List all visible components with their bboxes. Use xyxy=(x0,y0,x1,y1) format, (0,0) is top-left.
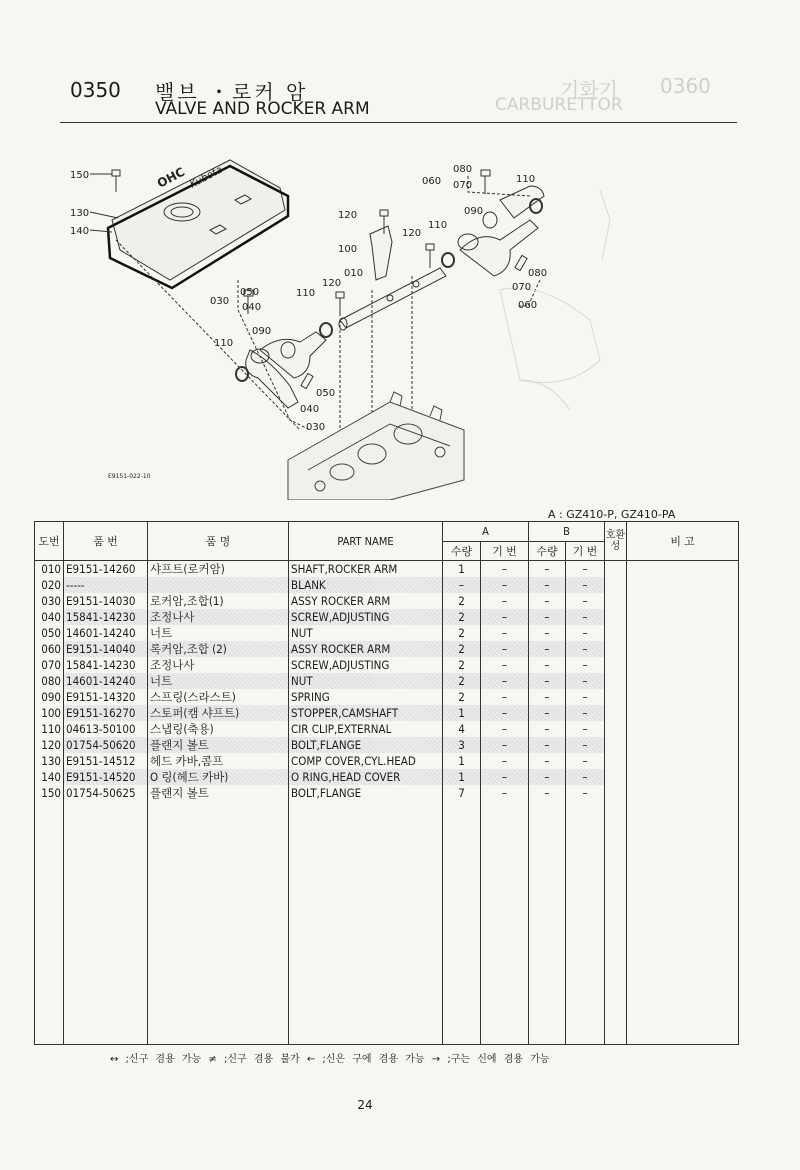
table-row xyxy=(35,561,739,578)
cell-name-en: SCREW,ADJUSTING xyxy=(289,657,443,673)
cell-empty xyxy=(566,801,605,1045)
cell-empty xyxy=(481,801,529,1045)
cell-base-b: – xyxy=(566,673,605,689)
cell-qty-b: – xyxy=(529,609,566,625)
cell-qty-b: – xyxy=(529,673,566,689)
cell-qty-b: – xyxy=(529,769,566,785)
callout: 100 xyxy=(338,244,358,255)
callout: 110 xyxy=(296,288,316,299)
cell-interchange xyxy=(605,705,627,721)
cell-qty-b: – xyxy=(529,705,566,721)
col-group-b: B xyxy=(529,522,605,542)
cell-qty-b: – xyxy=(529,593,566,609)
cell-ref: 100 xyxy=(35,705,64,721)
cell-base-b: – xyxy=(566,641,605,657)
cell-ref: 150 xyxy=(35,785,64,801)
drawing-code: E9151-022-10 xyxy=(108,473,151,480)
cell-base-a: – xyxy=(481,673,529,689)
cell-name-en: COMP COVER,CYL.HEAD xyxy=(289,753,443,769)
cover-marking: OHC xyxy=(154,164,188,191)
head-cover-drawing xyxy=(108,160,288,288)
cell-base-b: – xyxy=(566,561,605,578)
callout: 140 xyxy=(70,226,90,237)
cell-part-no: 14601-14240 xyxy=(64,673,148,689)
cell-base-b: – xyxy=(566,737,605,753)
cell-part-no: 15841-14230 xyxy=(64,657,148,673)
model-note: A : GZ410-P, GZ410-PA xyxy=(548,508,676,521)
table-filler-row xyxy=(35,801,739,1045)
cell-interchange xyxy=(605,609,627,625)
cell-name-en: SCREW,ADJUSTING xyxy=(289,609,443,625)
col-qty-b: 수량 xyxy=(529,542,566,561)
exploded-parts-diagram xyxy=(60,130,620,500)
cell-remarks xyxy=(627,721,739,737)
cell-base-b: – xyxy=(566,609,605,625)
callout: 030 xyxy=(306,422,326,433)
cell-name-en: ASSY ROCKER ARM xyxy=(289,641,443,657)
cell-qty-a: 2 xyxy=(443,689,481,705)
table-row xyxy=(35,673,739,689)
cell-base-b: – xyxy=(566,577,605,593)
cell-base-b: – xyxy=(566,593,605,609)
cell-base-a: – xyxy=(481,689,529,705)
cell-interchange xyxy=(605,689,627,705)
cell-name-ko: 스냅링(축용) xyxy=(148,721,289,737)
cell-empty xyxy=(35,801,64,1045)
col-ref: 도번 xyxy=(35,522,64,561)
cell-remarks xyxy=(627,753,739,769)
cell-base-a: – xyxy=(481,641,529,657)
cell-qty-a: 1 xyxy=(443,561,481,578)
cell-base-b: – xyxy=(566,689,605,705)
ghost-code: 0360 xyxy=(660,74,711,98)
cell-name-ko: 록커암,조합 (2) xyxy=(148,641,289,657)
cell-qty-b: – xyxy=(529,657,566,673)
cell-ref: 070 xyxy=(35,657,64,673)
ghost-title-en: CARBURETTOR xyxy=(495,95,623,115)
cell-name-ko xyxy=(148,577,289,593)
callout: 110 xyxy=(516,174,536,185)
cell-qty-b: – xyxy=(529,737,566,753)
callout: 120 xyxy=(338,210,358,221)
cell-qty-a: 3 xyxy=(443,737,481,753)
table-row xyxy=(35,737,739,753)
cell-base-a: – xyxy=(481,609,529,625)
cell-remarks xyxy=(627,657,739,673)
cell-qty-a: 2 xyxy=(443,657,481,673)
cell-empty xyxy=(443,801,481,1045)
cell-part-no: E9151-14512 xyxy=(64,753,148,769)
cell-base-a: – xyxy=(481,657,529,673)
callout: 040 xyxy=(300,404,320,415)
callout: 050 xyxy=(316,388,336,399)
cell-base-b: – xyxy=(566,657,605,673)
callout: 070 xyxy=(512,282,532,293)
cell-interchange xyxy=(605,737,627,753)
cell-remarks xyxy=(627,689,739,705)
callout: 080 xyxy=(453,164,473,175)
cell-remarks xyxy=(627,593,739,609)
cell-remarks xyxy=(627,705,739,721)
callout: 150 xyxy=(70,170,90,181)
cell-base-b: – xyxy=(566,625,605,641)
cell-part-no: E9151-14030 xyxy=(64,593,148,609)
cell-remarks xyxy=(627,577,739,593)
table-row xyxy=(35,705,739,721)
cell-qty-a: 7 xyxy=(443,785,481,801)
cell-qty-a: 2 xyxy=(443,609,481,625)
table-row xyxy=(35,641,739,657)
cell-name-en: CIR CLIP,EXTERNAL xyxy=(289,721,443,737)
cell-ref: 030 xyxy=(35,593,64,609)
cell-base-a: – xyxy=(481,593,529,609)
callout: 060 xyxy=(518,300,538,311)
cell-part-no: E9151-14040 xyxy=(64,641,148,657)
col-name-ko: 품 명 xyxy=(148,522,289,561)
cell-remarks xyxy=(627,625,739,641)
cell-base-a: – xyxy=(481,721,529,737)
cell-interchange xyxy=(605,721,627,737)
callout: 040 xyxy=(242,302,262,313)
cell-remarks xyxy=(627,785,739,801)
cell-base-b: – xyxy=(566,721,605,737)
cell-part-no: E9151-14320 xyxy=(64,689,148,705)
cell-qty-a: 1 xyxy=(443,705,481,721)
cell-interchange xyxy=(605,769,627,785)
cell-remarks xyxy=(627,769,739,785)
cell-name-en: O RING,HEAD COVER xyxy=(289,769,443,785)
cell-qty-b: – xyxy=(529,753,566,769)
table-row xyxy=(35,625,739,641)
cell-ref: 020 xyxy=(35,577,64,593)
cell-empty xyxy=(529,801,566,1045)
cell-name-en: BLANK xyxy=(289,577,443,593)
cell-empty xyxy=(605,801,627,1045)
cell-base-a: – xyxy=(481,737,529,753)
cell-part-no: 04613-50100 xyxy=(64,721,148,737)
cell-empty xyxy=(627,801,739,1045)
cell-qty-a: – xyxy=(443,577,481,593)
cell-name-ko: 너트 xyxy=(148,625,289,641)
cell-ref: 050 xyxy=(35,625,64,641)
cell-qty-b: – xyxy=(529,577,566,593)
cell-ref: 060 xyxy=(35,641,64,657)
cell-base-a: – xyxy=(481,577,529,593)
col-part-no: 품 번 xyxy=(64,522,148,561)
cell-qty-b: – xyxy=(529,625,566,641)
cell-name-en: NUT xyxy=(289,673,443,689)
cell-qty-a: 1 xyxy=(443,769,481,785)
cell-qty-b: – xyxy=(529,561,566,578)
cell-remarks xyxy=(627,673,739,689)
cell-base-a: – xyxy=(481,561,529,578)
cell-base-b: – xyxy=(566,705,605,721)
col-remarks: 비 고 xyxy=(627,522,739,561)
cell-name-en: BOLT,FLANGE xyxy=(289,737,443,753)
cell-base-a: – xyxy=(481,785,529,801)
cell-interchange xyxy=(605,673,627,689)
cell-name-ko: 조정나사 xyxy=(148,609,289,625)
table-row xyxy=(35,609,739,625)
cell-name-ko: 플랜지 볼트 xyxy=(148,785,289,801)
col-qty-a: 수량 xyxy=(443,542,481,561)
cell-part-no: 14601-14240 xyxy=(64,625,148,641)
cell-ref: 110 xyxy=(35,721,64,737)
cell-interchange xyxy=(605,577,627,593)
cell-base-b: – xyxy=(566,769,605,785)
cell-name-en: BOLT,FLANGE xyxy=(289,785,443,801)
cell-part-no: 01754-50625 xyxy=(64,785,148,801)
callout: 010 xyxy=(344,268,364,279)
cell-name-ko: 로커암,조합(1) xyxy=(148,593,289,609)
table-row xyxy=(35,689,739,705)
cell-part-no: 15841-14230 xyxy=(64,609,148,625)
cell-part-no: 01754-50620 xyxy=(64,737,148,753)
cell-interchange xyxy=(605,625,627,641)
callout: 090 xyxy=(464,206,484,217)
cell-qty-b: – xyxy=(529,785,566,801)
ghost-title-ko: 기화기 xyxy=(560,78,618,102)
cell-empty xyxy=(64,801,148,1045)
col-interchange: 호환성 xyxy=(605,522,627,561)
cell-name-ko: 헤드 카바,콤프 xyxy=(148,753,289,769)
callout: 110 xyxy=(214,338,234,349)
cell-qty-a: 4 xyxy=(443,721,481,737)
callout: 120 xyxy=(322,278,342,289)
cell-part-no: ----- xyxy=(64,577,148,593)
cell-name-en: STOPPER,CAMSHAFT xyxy=(289,705,443,721)
callout: 060 xyxy=(422,176,442,187)
cell-qty-b: – xyxy=(529,689,566,705)
callout: 110 xyxy=(428,220,448,231)
cell-empty xyxy=(289,801,443,1045)
col-base-b: 기 번 xyxy=(566,542,605,561)
callout: 090 xyxy=(252,326,272,337)
col-base-a: 기 번 xyxy=(481,542,529,561)
cell-base-a: – xyxy=(481,753,529,769)
cell-remarks xyxy=(627,737,739,753)
cell-interchange xyxy=(605,785,627,801)
cell-name-ko: 스프링(스라스트) xyxy=(148,689,289,705)
cell-qty-a: 2 xyxy=(443,673,481,689)
cell-qty-b: – xyxy=(529,721,566,737)
col-name-en: PART NAME xyxy=(289,522,443,561)
cell-ref: 120 xyxy=(35,737,64,753)
cell-base-b: – xyxy=(566,753,605,769)
stopper-drawing xyxy=(370,226,392,280)
table-row xyxy=(35,593,739,609)
parts-table xyxy=(34,521,739,1045)
cell-base-a: – xyxy=(481,705,529,721)
cell-name-ko: 스토퍼(캠 샤프트) xyxy=(148,705,289,721)
legend: ↔ ;신구 겸용 가능 ≠ ;신구 겸용 불가 ← ;신은 구에 겸용 가능 → ;구는 신에 겸용 가능 xyxy=(110,1054,550,1065)
cell-base-b: – xyxy=(566,785,605,801)
page-number: 24 xyxy=(357,1098,373,1112)
cell-interchange xyxy=(605,593,627,609)
cell-ref: 040 xyxy=(35,609,64,625)
table-row xyxy=(35,577,739,593)
table-row xyxy=(35,769,739,785)
cell-ref: 080 xyxy=(35,673,64,689)
callout: 030 xyxy=(210,296,230,307)
cell-interchange xyxy=(605,641,627,657)
callout: 070 xyxy=(453,180,473,191)
cell-empty xyxy=(148,801,289,1045)
callout: 050 xyxy=(240,287,260,298)
table-row xyxy=(35,721,739,737)
cell-name-en: SHAFT,ROCKER ARM xyxy=(289,561,443,578)
cell-ref: 090 xyxy=(35,689,64,705)
cell-interchange xyxy=(605,561,627,578)
cell-ref: 010 xyxy=(35,561,64,578)
ghost-drawing xyxy=(500,190,610,410)
cell-remarks xyxy=(627,561,739,578)
cell-qty-b: – xyxy=(529,641,566,657)
cell-name-ko: O 링(헤드 카바) xyxy=(148,769,289,785)
cell-name-ko: 조정나사 xyxy=(148,657,289,673)
cell-name-ko: 샤프트(로커암) xyxy=(148,561,289,578)
cell-interchange xyxy=(605,753,627,769)
cell-part-no: E9151-14260 xyxy=(64,561,148,578)
callout: 080 xyxy=(528,268,548,279)
cell-name-ko: 플랜지 볼트 xyxy=(148,737,289,753)
cell-ref: 140 xyxy=(35,769,64,785)
cell-base-a: – xyxy=(481,769,529,785)
cell-part-no: E9151-14520 xyxy=(64,769,148,785)
table-row xyxy=(35,753,739,769)
callout: 130 xyxy=(70,208,90,219)
page-title-korean: 밸브 ・로커 암 xyxy=(155,80,309,104)
cell-remarks xyxy=(627,641,739,657)
callout: 120 xyxy=(402,228,422,239)
col-group-a: A xyxy=(443,522,529,542)
cell-name-en: ASSY ROCKER ARM xyxy=(289,593,443,609)
cell-name-en: SPRING xyxy=(289,689,443,705)
bolt-icon xyxy=(112,170,120,192)
table-row xyxy=(35,785,739,801)
cell-remarks xyxy=(627,609,739,625)
cell-ref: 130 xyxy=(35,753,64,769)
cell-interchange xyxy=(605,657,627,673)
section-code: 0350 xyxy=(70,78,121,102)
cell-base-a: – xyxy=(481,625,529,641)
cell-qty-a: 2 xyxy=(443,641,481,657)
cell-name-ko: 너트 xyxy=(148,673,289,689)
cover-brand: Kubota xyxy=(188,164,225,191)
cell-name-en: NUT xyxy=(289,625,443,641)
header-rule xyxy=(60,122,737,123)
cell-qty-a: 2 xyxy=(443,625,481,641)
page-title-english: VALVE AND ROCKER ARM xyxy=(155,99,370,119)
cell-qty-a: 2 xyxy=(443,593,481,609)
cell-part-no: E9151-16270 xyxy=(64,705,148,721)
cell-qty-a: 1 xyxy=(443,753,481,769)
table-row xyxy=(35,657,739,673)
